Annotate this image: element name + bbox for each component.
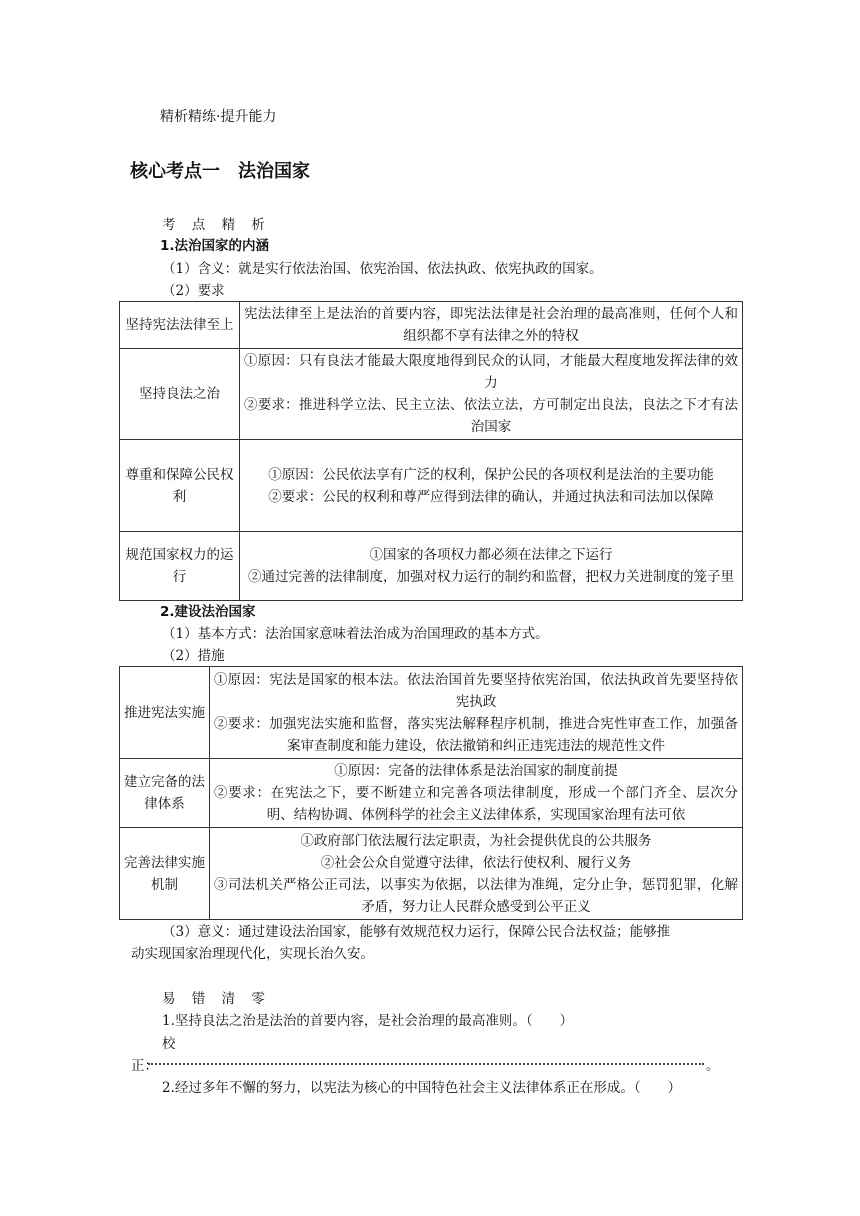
row-content: ①国家的各项权力都必须在法律之下运行 ②通过完善的法律制度，加强对权力运行的制约和监督，把权力关进制度的笼子里 <box>240 532 743 601</box>
s2-heading: 2.建设法治国家 <box>160 604 256 620</box>
row-label: 尊重和保障公民权利 <box>120 440 240 532</box>
s2-measures-label: （2）措施 <box>162 648 225 664</box>
correction-label-top: 校 <box>162 1036 176 1052</box>
question-1: 1.坚持良法之治是法治的首要内容，是社会治理的最高准则。（ ） <box>162 1013 574 1029</box>
table-row <box>120 828 743 920</box>
measures-table <box>119 666 743 920</box>
s2-basic-method: （1）基本方式：法治国家意味着法治成为治国理政的基本方式。 <box>162 626 549 642</box>
row-label: 推进宪法实施 <box>120 667 210 759</box>
row-content: 宪法法律至上是法治的首要内容，即宪法法律是社会治理的最高准则，任何个人和组织都不享有法律之外的特权 <box>240 302 743 349</box>
s3-significance-line2: 动实现国家治理现代化，实现长治久安。 <box>131 946 374 962</box>
row-content: ①原因：公民依法享有广泛的权利，保护公民的各项权利是法治的主要功能 ②要求：公民的权利和尊严应得到法律的确认，并通过执法和司法加以保障 <box>240 440 743 532</box>
row-label: 坚持宪法法律至上 <box>120 302 240 349</box>
table-row <box>120 667 743 759</box>
row-content: ①原因：完备的法律体系是法治国家的制度前提 ②要求：在宪法之下，要不断建立和完善各项法律制度，形成一个部门齐全、层次分明、结构协调、体例科学的社会主义法律体系，实现国家治理有法可依 <box>210 759 743 828</box>
correction-end: 。 <box>706 1058 720 1074</box>
error-label: 易 错 清 零 <box>162 991 271 1007</box>
row-content: ①原因：只有良法才能最大限度地得到民众的认同，才能最大程度地发挥法律的效力 ②要求：推进科学立法、民主立法、依法立法，方可制定出良法，良法之下才有法治国家 <box>240 349 743 440</box>
s1-definition: （1）含义：就是实行依法治国、依宪治国、依法执政、依宪执政的国家。 <box>162 261 603 277</box>
row-content: ①原因：宪法是国家的根本法。依法治国首先要坚持依宪治国，依法执政首先要坚持依宪执政 ②要求：加强宪法实施和监督，落实宪法解释程序机制，推进合宪性审查工作，加强备案审查制度和能力建设，依法撤销和纠正违宪违法的规范性文件 <box>210 667 743 759</box>
table-row <box>120 759 743 828</box>
row-label: 规范国家权力的运行 <box>120 532 240 601</box>
s3-significance-line1: （3）意义：通过建设法治国家，能够有效规范权力运行，保障公民合法权益；能够推 <box>162 924 671 940</box>
question-2: 2.经过多年不懈的努力，以宪法为核心的中国特色社会主义法律体系正在形成。（ ） <box>162 1080 682 1096</box>
row-content: ①政府部门依法履行法定职责，为社会提供优良的公共服务 ②社会公众自觉遵守法律，依法行使权利、履行义务 ③司法机关严格公正司法，以事实为依据，以法律为准绳，定分止争，惩罚犯罪，化解矛盾，努力让人民群众感受到公平正义 <box>210 828 743 920</box>
requirements-table <box>119 301 743 601</box>
correction-line[interactable] <box>148 1063 704 1065</box>
table-row <box>120 440 743 532</box>
analysis-label: 考 点 精 析 <box>162 217 271 233</box>
correction-label-bottom: 正： <box>131 1058 158 1074</box>
row-label: 完善法律实施机制 <box>120 828 210 920</box>
row-label: 坚持良法之治 <box>120 349 240 440</box>
s1-requirements-label: （2）要求 <box>162 283 225 299</box>
s1-heading: 1.法治国家的内涵 <box>160 238 270 254</box>
table-row <box>120 532 743 601</box>
page-title: 核心考点一 法治国家 <box>130 161 310 182</box>
table-row <box>120 302 743 349</box>
row-label: 建立完备的法律体系 <box>120 759 210 828</box>
section-header: 精析精练·提升能力 <box>160 109 277 125</box>
table-row <box>120 349 743 440</box>
